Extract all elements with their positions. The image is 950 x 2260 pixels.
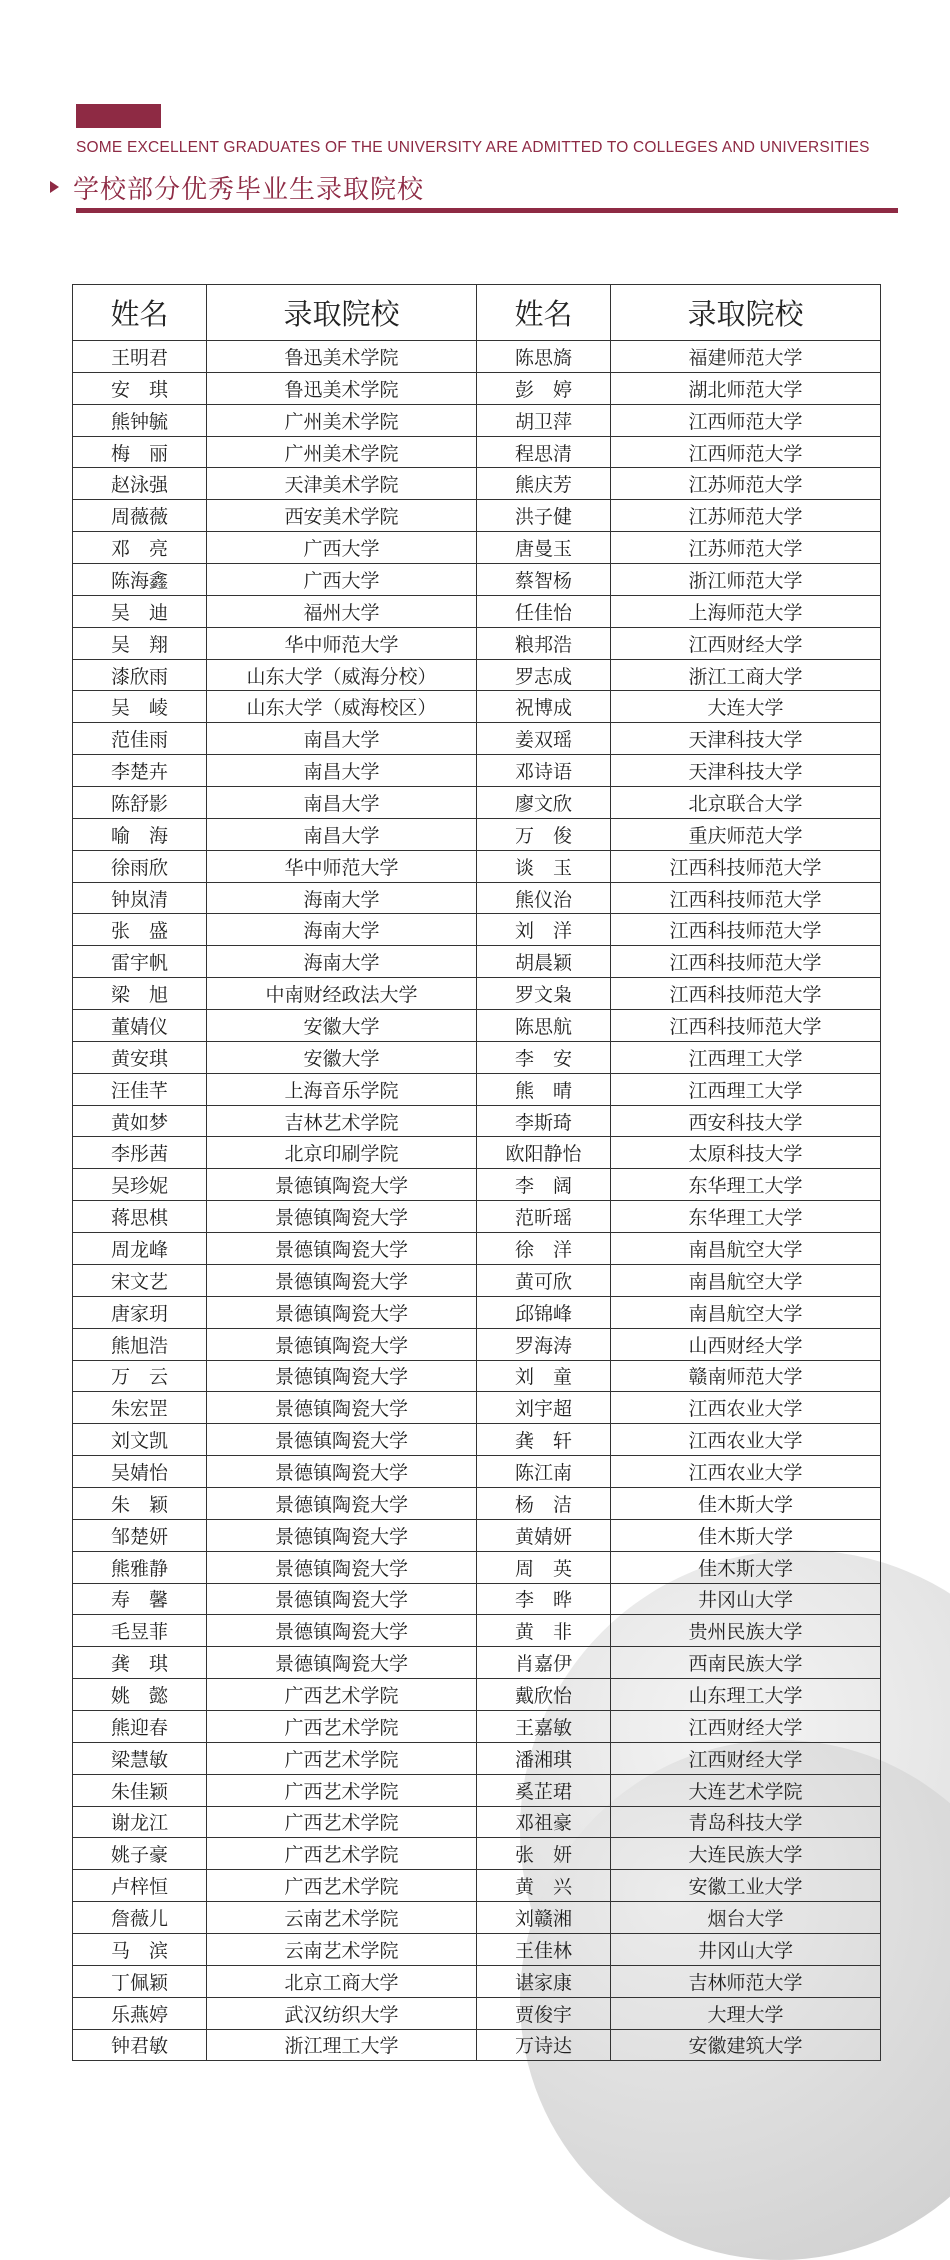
admitted-school: 景德镇陶瓷大学 <box>207 1201 477 1233</box>
student-name: 熊雅静 <box>73 1551 207 1583</box>
admitted-school: 鲁迅美术学院 <box>207 372 477 404</box>
admitted-school-2: 东华理工大学 <box>611 1169 881 1201</box>
table-row <box>73 1328 881 1360</box>
table-row <box>73 723 881 755</box>
student-name-2: 奚芷珺 <box>477 1774 611 1806</box>
admitted-school: 景德镇陶瓷大学 <box>207 1615 477 1647</box>
student-name-2: 陈江南 <box>477 1456 611 1488</box>
student-name: 姚子豪 <box>73 1838 207 1870</box>
student-name-2: 万 俊 <box>477 818 611 850</box>
table-header-row <box>73 285 881 341</box>
student-name-2: 刘 洋 <box>477 914 611 946</box>
admitted-school: 武汉纺织大学 <box>207 1997 477 2029</box>
student-name-2: 熊庆芳 <box>477 468 611 500</box>
admitted-school: 广西大学 <box>207 564 477 596</box>
student-name-2: 邓祖豪 <box>477 1806 611 1838</box>
admitted-school: 北京工商大学 <box>207 1965 477 1997</box>
student-name-2: 王嘉敏 <box>477 1710 611 1742</box>
admitted-school-2: 太原科技大学 <box>611 1137 881 1169</box>
table-row <box>73 850 881 882</box>
admitted-school: 广州美术学院 <box>207 436 477 468</box>
admitted-school: 安徽大学 <box>207 1041 477 1073</box>
student-name: 陈海鑫 <box>73 564 207 596</box>
admitted-school-2: 北京联合大学 <box>611 787 881 819</box>
student-name-2: 戴欣怡 <box>477 1679 611 1711</box>
admitted-school: 中南财经政法大学 <box>207 978 477 1010</box>
admitted-school: 山东大学（威海校区） <box>207 691 477 723</box>
admitted-school-2: 天津科技大学 <box>611 755 881 787</box>
admitted-school: 北京印刷学院 <box>207 1137 477 1169</box>
admitted-school: 景德镇陶瓷大学 <box>207 1519 477 1551</box>
table-row <box>73 1360 881 1392</box>
table-row <box>73 882 881 914</box>
student-name: 吴 崚 <box>73 691 207 723</box>
student-name-2: 熊 晴 <box>477 1073 611 1105</box>
admitted-school: 景德镇陶瓷大学 <box>207 1392 477 1424</box>
admitted-school-2: 吉林师范大学 <box>611 1965 881 1997</box>
student-name: 梁慧敏 <box>73 1742 207 1774</box>
column-header-name-2: 姓名 <box>477 285 611 341</box>
admitted-school-2: 湖北师范大学 <box>611 372 881 404</box>
student-name-2: 黄可欣 <box>477 1264 611 1296</box>
admitted-school: 南昌大学 <box>207 787 477 819</box>
table-row <box>73 1487 881 1519</box>
admitted-school: 西安美术学院 <box>207 500 477 532</box>
table-row <box>73 2029 881 2061</box>
admitted-school: 景德镇陶瓷大学 <box>207 1424 477 1456</box>
student-name-2: 李 阔 <box>477 1169 611 1201</box>
admitted-school-2: 江西师范大学 <box>611 404 881 436</box>
student-name-2: 刘赣湘 <box>477 1902 611 1934</box>
header-title-row <box>50 170 424 204</box>
student-name: 刘文凯 <box>73 1424 207 1456</box>
table-row <box>73 564 881 596</box>
table-row <box>73 1774 881 1806</box>
student-name: 朱佳颖 <box>73 1774 207 1806</box>
student-name-2: 陈思航 <box>477 1010 611 1042</box>
admitted-school: 吉林艺术学院 <box>207 1105 477 1137</box>
student-name-2: 谌家康 <box>477 1965 611 1997</box>
table-row <box>73 1615 881 1647</box>
admitted-school-2: 江西科技师范大学 <box>611 850 881 882</box>
admitted-school-2: 佳木斯大学 <box>611 1551 881 1583</box>
admitted-school: 海南大学 <box>207 946 477 978</box>
admitted-school-2: 佳木斯大学 <box>611 1519 881 1551</box>
student-name-2: 祝博成 <box>477 691 611 723</box>
student-name: 徐雨欣 <box>73 850 207 882</box>
student-name-2: 粮邦浩 <box>477 627 611 659</box>
table-row <box>73 1583 881 1615</box>
table-row <box>73 1264 881 1296</box>
student-name-2: 姜双瑶 <box>477 723 611 755</box>
table-row <box>73 595 881 627</box>
student-name-2: 蔡智杨 <box>477 564 611 596</box>
column-header-school-2: 录取院校 <box>611 285 881 341</box>
admitted-school: 云南艺术学院 <box>207 1902 477 1934</box>
student-name-2: 杨 洁 <box>477 1487 611 1519</box>
student-name: 寿 馨 <box>73 1583 207 1615</box>
student-name: 吴婧怡 <box>73 1456 207 1488</box>
column-header-school: 录取院校 <box>207 285 477 341</box>
table-row <box>73 341 881 373</box>
table-row <box>73 1137 881 1169</box>
table-row <box>73 1965 881 1997</box>
admitted-school-2: 山西财经大学 <box>611 1328 881 1360</box>
table-row <box>73 436 881 468</box>
page-title: 学校部分优秀毕业生录取院校 <box>73 174 425 205</box>
admitted-school: 南昌大学 <box>207 723 477 755</box>
table-row <box>73 404 881 436</box>
table-row <box>73 1679 881 1711</box>
admitted-school: 华中师范大学 <box>207 850 477 882</box>
admitted-school-2: 重庆师范大学 <box>611 818 881 850</box>
student-name: 毛昱菲 <box>73 1615 207 1647</box>
admitted-school-2: 江西农业大学 <box>611 1424 881 1456</box>
student-name-2: 徐 洋 <box>477 1233 611 1265</box>
admitted-school-2: 江西财经大学 <box>611 1710 881 1742</box>
student-name: 吴珍妮 <box>73 1169 207 1201</box>
admitted-school-2: 浙江工商大学 <box>611 659 881 691</box>
triangle-arrow-icon <box>50 181 59 193</box>
student-name-2: 肖嘉伊 <box>477 1647 611 1679</box>
student-name-2: 罗海涛 <box>477 1328 611 1360</box>
admitted-school: 福州大学 <box>207 595 477 627</box>
admitted-school-2: 江西财经大学 <box>611 627 881 659</box>
student-name-2: 周 英 <box>477 1551 611 1583</box>
student-name-2: 邱锦峰 <box>477 1296 611 1328</box>
admitted-school-2: 大理大学 <box>611 1997 881 2029</box>
admitted-school: 天津美术学院 <box>207 468 477 500</box>
admitted-school: 华中师范大学 <box>207 627 477 659</box>
table-row <box>73 1870 881 1902</box>
admitted-school-2: 东华理工大学 <box>611 1201 881 1233</box>
student-name-2: 欧阳静怡 <box>477 1137 611 1169</box>
table-row <box>73 1838 881 1870</box>
admitted-school-2: 南昌航空大学 <box>611 1264 881 1296</box>
student-name-2: 龚 轩 <box>477 1424 611 1456</box>
admitted-school-2: 江西科技师范大学 <box>611 914 881 946</box>
table-row <box>73 659 881 691</box>
student-name-2: 熊仪治 <box>477 882 611 914</box>
student-name-2: 潘湘琪 <box>477 1742 611 1774</box>
student-name: 卢梓恒 <box>73 1870 207 1902</box>
admitted-school-2: 江西理工大学 <box>611 1041 881 1073</box>
student-name-2: 罗志成 <box>477 659 611 691</box>
table-row <box>73 1551 881 1583</box>
student-name: 熊旭浩 <box>73 1328 207 1360</box>
admitted-school: 景德镇陶瓷大学 <box>207 1233 477 1265</box>
admitted-school-2: 山东理工大学 <box>611 1679 881 1711</box>
table-row <box>73 1041 881 1073</box>
student-name: 汪佳芊 <box>73 1073 207 1105</box>
student-name: 乐燕婷 <box>73 1997 207 2029</box>
student-name-2: 陈思旖 <box>477 341 611 373</box>
admitted-school-2: 浙江师范大学 <box>611 564 881 596</box>
admitted-school: 广西艺术学院 <box>207 1774 477 1806</box>
student-name: 范佳雨 <box>73 723 207 755</box>
admitted-school-2: 烟台大学 <box>611 1902 881 1934</box>
table-row <box>73 946 881 978</box>
admitted-school: 景德镇陶瓷大学 <box>207 1296 477 1328</box>
admitted-school: 广州美术学院 <box>207 404 477 436</box>
admitted-school: 安徽大学 <box>207 1010 477 1042</box>
admitted-school-2: 江西科技师范大学 <box>611 946 881 978</box>
student-name-2: 范昕瑶 <box>477 1201 611 1233</box>
table-row <box>73 1933 881 1965</box>
table-row <box>73 1806 881 1838</box>
student-name: 吴 翔 <box>73 627 207 659</box>
admitted-school-2: 西安科技大学 <box>611 1105 881 1137</box>
table-row <box>73 500 881 532</box>
table-row <box>73 1902 881 1934</box>
admitted-school-2: 赣南师范大学 <box>611 1360 881 1392</box>
student-name: 董婧仪 <box>73 1010 207 1042</box>
student-name: 雷宇帆 <box>73 946 207 978</box>
admitted-school: 景德镇陶瓷大学 <box>207 1328 477 1360</box>
admitted-school-2: 佳木斯大学 <box>611 1487 881 1519</box>
header-subtitle-en: SOME EXCELLENT GRADUATES OF THE UNIVERSITY ARE ADMITTED TO COLLEGES AND UNIVERSITIES <box>76 139 870 156</box>
admitted-school-2: 江西财经大学 <box>611 1742 881 1774</box>
admitted-school-2: 江苏师范大学 <box>611 468 881 500</box>
student-name-2: 谈 玉 <box>477 850 611 882</box>
student-name-2: 洪子健 <box>477 500 611 532</box>
student-name: 万 云 <box>73 1360 207 1392</box>
admitted-school: 海南大学 <box>207 882 477 914</box>
admitted-school-2: 大连艺术学院 <box>611 1774 881 1806</box>
student-name: 邓 亮 <box>73 532 207 564</box>
admitted-school: 景德镇陶瓷大学 <box>207 1583 477 1615</box>
admitted-school: 浙江理工大学 <box>207 2029 477 2061</box>
admitted-school: 景德镇陶瓷大学 <box>207 1551 477 1583</box>
student-name-2: 罗文枭 <box>477 978 611 1010</box>
admitted-school-2: 井冈山大学 <box>611 1933 881 1965</box>
table-row <box>73 1519 881 1551</box>
student-name-2: 廖文欣 <box>477 787 611 819</box>
student-name: 谢龙江 <box>73 1806 207 1838</box>
admitted-school-2: 江西科技师范大学 <box>611 1010 881 1042</box>
student-name-2: 张 妍 <box>477 1838 611 1870</box>
table-row <box>73 372 881 404</box>
student-name: 邹楚妍 <box>73 1519 207 1551</box>
admitted-school: 广西艺术学院 <box>207 1806 477 1838</box>
admitted-school-2: 江西科技师范大学 <box>611 882 881 914</box>
admitted-school: 景德镇陶瓷大学 <box>207 1169 477 1201</box>
student-name-2: 李斯琦 <box>477 1105 611 1137</box>
student-name-2: 万诗达 <box>477 2029 611 2061</box>
student-name: 黄安琪 <box>73 1041 207 1073</box>
admitted-school: 景德镇陶瓷大学 <box>207 1360 477 1392</box>
table-row <box>73 1010 881 1042</box>
student-name: 漆欣雨 <box>73 659 207 691</box>
admitted-school-2: 江西农业大学 <box>611 1392 881 1424</box>
admitted-school-2: 南昌航空大学 <box>611 1296 881 1328</box>
table-row <box>73 1647 881 1679</box>
admitted-school-2: 江苏师范大学 <box>611 500 881 532</box>
admitted-school-2: 上海师范大学 <box>611 595 881 627</box>
student-name-2: 彭 婷 <box>477 372 611 404</box>
table-row <box>73 1296 881 1328</box>
student-name-2: 李 安 <box>477 1041 611 1073</box>
table-row <box>73 787 881 819</box>
admitted-school: 南昌大学 <box>207 755 477 787</box>
table-row <box>73 755 881 787</box>
student-name: 龚 琪 <box>73 1647 207 1679</box>
table-row <box>73 1169 881 1201</box>
admitted-school: 上海音乐学院 <box>207 1073 477 1105</box>
table-row <box>73 1997 881 2029</box>
student-name: 黄如梦 <box>73 1105 207 1137</box>
student-name-2: 李 晔 <box>477 1583 611 1615</box>
student-name: 张 盛 <box>73 914 207 946</box>
student-name: 李彤茜 <box>73 1137 207 1169</box>
student-name: 周龙峰 <box>73 1233 207 1265</box>
admitted-school: 广西艺术学院 <box>207 1710 477 1742</box>
student-name-2: 任佳怡 <box>477 595 611 627</box>
student-name-2: 黄婧妍 <box>477 1519 611 1551</box>
table-row <box>73 468 881 500</box>
admitted-school: 景德镇陶瓷大学 <box>207 1647 477 1679</box>
admitted-school-2: 江西科技师范大学 <box>611 978 881 1010</box>
table-row <box>73 1105 881 1137</box>
student-name-2: 黄 兴 <box>477 1870 611 1902</box>
table-row <box>73 691 881 723</box>
admitted-school-2: 江苏师范大学 <box>611 532 881 564</box>
column-header-name: 姓名 <box>73 285 207 341</box>
table-row <box>73 627 881 659</box>
student-name-2: 刘宇超 <box>477 1392 611 1424</box>
student-name: 钟君敏 <box>73 2029 207 2061</box>
admitted-school-2: 井冈山大学 <box>611 1583 881 1615</box>
admitted-school: 景德镇陶瓷大学 <box>207 1456 477 1488</box>
student-name: 梅 丽 <box>73 436 207 468</box>
table-row <box>73 1233 881 1265</box>
student-name: 马 滨 <box>73 1933 207 1965</box>
student-name-2: 黄 非 <box>477 1615 611 1647</box>
student-name-2: 贾俊宇 <box>477 1997 611 2029</box>
table-row <box>73 1201 881 1233</box>
admitted-school: 海南大学 <box>207 914 477 946</box>
admitted-school-2: 青岛科技大学 <box>611 1806 881 1838</box>
table-row <box>73 1073 881 1105</box>
student-name: 吴 迪 <box>73 595 207 627</box>
admitted-school: 广西大学 <box>207 532 477 564</box>
student-name: 李楚卉 <box>73 755 207 787</box>
table-row <box>73 1710 881 1742</box>
student-name-2: 唐曼玉 <box>477 532 611 564</box>
student-name: 朱 颖 <box>73 1487 207 1519</box>
admitted-school: 景德镇陶瓷大学 <box>207 1264 477 1296</box>
student-name-2: 胡晨颖 <box>477 946 611 978</box>
admitted-school: 山东大学（威海分校） <box>207 659 477 691</box>
student-name: 喻 海 <box>73 818 207 850</box>
admitted-school: 云南艺术学院 <box>207 1933 477 1965</box>
admission-table <box>72 284 881 2061</box>
admitted-school: 景德镇陶瓷大学 <box>207 1487 477 1519</box>
table-row <box>73 818 881 850</box>
header-divider <box>76 208 898 213</box>
student-name-2: 胡卫萍 <box>477 404 611 436</box>
table-row <box>73 1392 881 1424</box>
admitted-school-2: 福建师范大学 <box>611 341 881 373</box>
student-name: 丁佩颖 <box>73 1965 207 1997</box>
admitted-school-2: 安徽工业大学 <box>611 1870 881 1902</box>
student-name: 姚 懿 <box>73 1679 207 1711</box>
student-name: 蒋思棋 <box>73 1201 207 1233</box>
student-name: 安 琪 <box>73 372 207 404</box>
admitted-school-2: 大连大学 <box>611 691 881 723</box>
admitted-school: 广西艺术学院 <box>207 1870 477 1902</box>
student-name-2: 邓诗语 <box>477 755 611 787</box>
student-name-2: 程思清 <box>477 436 611 468</box>
admitted-school-2: 大连民族大学 <box>611 1838 881 1870</box>
student-name: 唐家玥 <box>73 1296 207 1328</box>
table-row <box>73 978 881 1010</box>
header-accent-bar <box>76 104 161 128</box>
student-name: 朱宏罡 <box>73 1392 207 1424</box>
admitted-school-2: 西南民族大学 <box>611 1647 881 1679</box>
admitted-school: 广西艺术学院 <box>207 1679 477 1711</box>
student-name: 陈舒影 <box>73 787 207 819</box>
student-name: 宋文艺 <box>73 1264 207 1296</box>
admitted-school-2: 南昌航空大学 <box>611 1233 881 1265</box>
admitted-school-2: 江西理工大学 <box>611 1073 881 1105</box>
admitted-school: 鲁迅美术学院 <box>207 341 477 373</box>
student-name: 赵泳强 <box>73 468 207 500</box>
student-name: 熊钟毓 <box>73 404 207 436</box>
admitted-school-2: 贵州民族大学 <box>611 1615 881 1647</box>
table-row <box>73 914 881 946</box>
table-row <box>73 1424 881 1456</box>
admitted-school: 广西艺术学院 <box>207 1838 477 1870</box>
student-name: 熊迎春 <box>73 1710 207 1742</box>
student-name: 周薇薇 <box>73 500 207 532</box>
student-name: 詹薇儿 <box>73 1902 207 1934</box>
student-name: 王明君 <box>73 341 207 373</box>
admitted-school: 广西艺术学院 <box>207 1742 477 1774</box>
table-row <box>73 1742 881 1774</box>
table-row <box>73 1456 881 1488</box>
table-row <box>73 532 881 564</box>
student-name: 梁 旭 <box>73 978 207 1010</box>
student-name-2: 刘 童 <box>477 1360 611 1392</box>
admitted-school: 南昌大学 <box>207 818 477 850</box>
student-name-2: 王佳林 <box>477 1933 611 1965</box>
admitted-school-2: 天津科技大学 <box>611 723 881 755</box>
admitted-school-2: 安徽建筑大学 <box>611 2029 881 2061</box>
admitted-school-2: 江西农业大学 <box>611 1456 881 1488</box>
admitted-school-2: 江西师范大学 <box>611 436 881 468</box>
student-name: 钟岚清 <box>73 882 207 914</box>
